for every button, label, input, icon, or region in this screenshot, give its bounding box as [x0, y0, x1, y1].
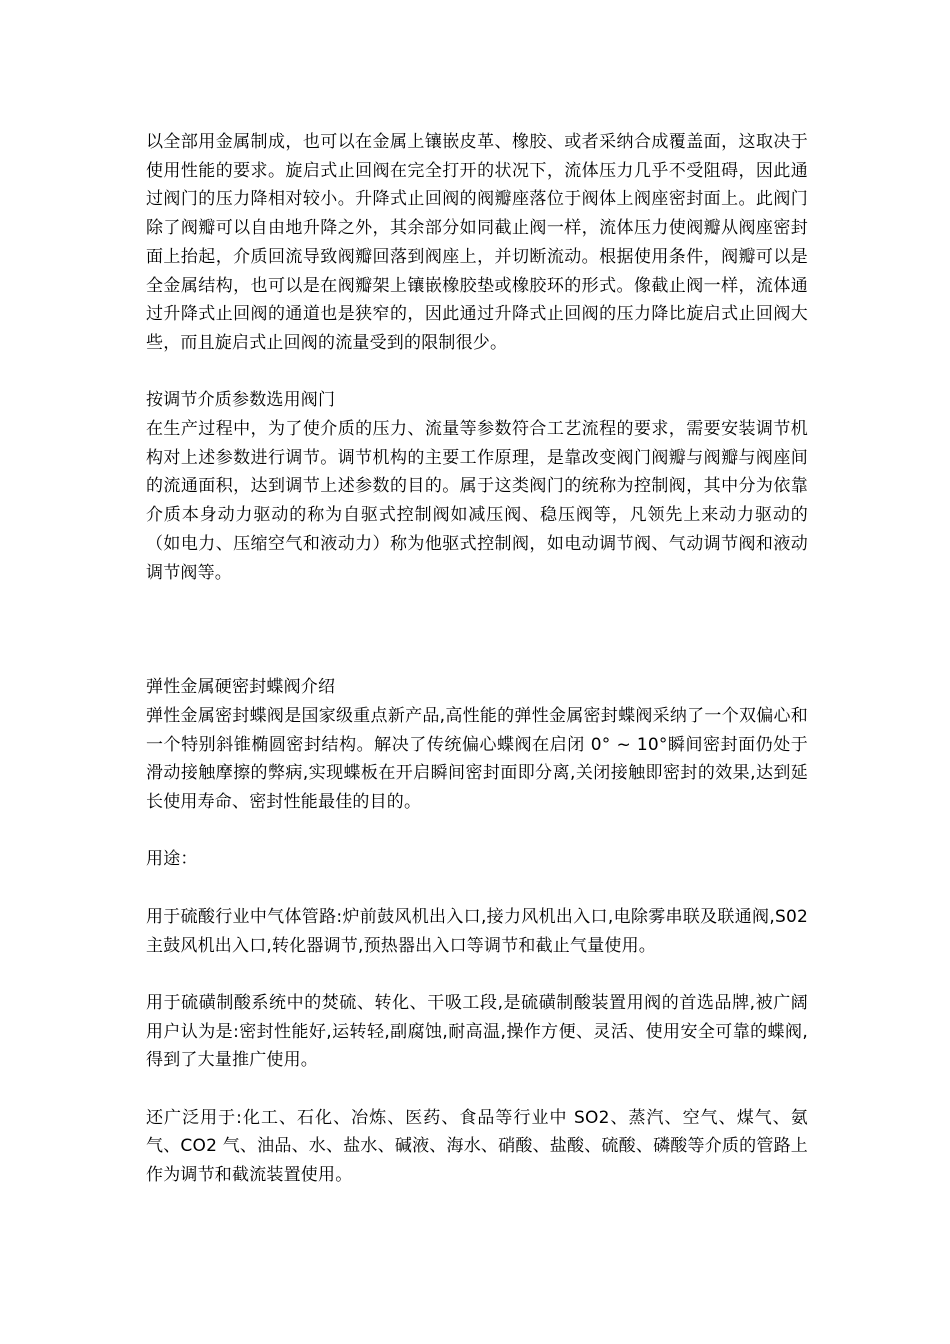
document-body	[146, 128, 808, 1190]
paragraph-usage-sulfuric-acid: 用于硫酸行业中气体管路:炉前鼓风机出入口,接力风机出入口,电除雾串联及联通阀,S02 主鼓风机出入口,转化器调节,预热器出入口等调节和截止气量使用。	[146, 906, 808, 956]
section-heading-regulating-valves: 按调节介质参数选用阀门	[146, 390, 336, 411]
paragraph-regulating-valves: 在生产过程中，为了使介质的压力、流量等参数符合工艺流程的要求，需要安装调节机构对上述参数进行调节。调节机构的主要工作原理，是靠改变阀门阀瓣与阀瓣与阀座间的流通面积，达到调节上述参数的目的。属于这类阀门的统称为控制阀，其中分为依靠介质本身动力驱动的称为自驱式控制阀如减压阀、稳压阀等，凡领先上来动力驱动的（如电力、压缩空气和液动力）称为他驱式控制阀，如电动调节阀、气动调节阀和液动调节阀等。	[146, 419, 808, 583]
paragraph-usage-industries: 还广泛用于:化工、石化、冶炼、医药、食品等行业中 SO2、蒸汽、空气、煤气、氨气、CO2 气、油品、水、盐水、碱液、海水、硝酸、盐酸、硫酸、磷酸等介质的管路上作为调节和截流装置使用。	[146, 1107, 808, 1186]
spacer	[146, 587, 808, 673]
paragraph-check-valve: 以全部用金属制成，也可以在金属上镶嵌皮革、橡胶、或者采纳合成覆盖面，这取决于使用性能的要求。旋启式止回阀在完全打开的状况下，流体压力几乎不受阻碍，因此通过阀门的压力降相对较小。升降式止回阀的阀瓣座落位于阀体上阀座密封面上。此阀门除了阀瓣可以自由地升降之外，其余部分如同截止阀一样，流体压力使阀瓣从阀座密封面上抬起，介质回流导致阀瓣回落到阀座上，并切断流动。根据使用条件，阀瓣可以是全金属结构，也可以是在阀瓣架上镶嵌橡胶垫或橡胶环的形式。像截止阀一样，流体通过升降式止回阀的通道也是狭窄的，因此通过升降式止回阀的压力降比旋启式止回阀大些，而且旋启式止回阀的流量受到的限制很少。	[146, 132, 808, 353]
spacer	[146, 874, 808, 903]
paragraph-usage-sulfur-acid-system: 用于硫磺制酸系统中的焚硫、转化、干吸工段,是硫磺制酸装置用阀的首选品牌,被广阔用户认为是:密封性能好,运转轻,副腐蚀,耐高温,操作方便、灵活、使用安全可靠的蝶阀,得到了大量推广使用。	[146, 992, 808, 1071]
spacer	[146, 817, 808, 846]
section-heading-usage: 用途：	[146, 849, 198, 870]
spacer	[146, 1075, 808, 1104]
section-heading-butterfly-valve: 弹性金属硬密封蝶阀介绍	[146, 677, 336, 698]
spacer	[146, 960, 808, 989]
spacer	[146, 358, 808, 387]
paragraph-butterfly-valve: 弹性金属密封蝶阀是国家级重点新产品,高性能的弹性金属密封蝶阀采纳了一个双偏心和一个特别斜锥椭圆密封结构。解决了传统偏心蝶阀在启闭 0° ~ 10°瞬间密封面仍处于滑动接触摩擦的弊病,实现蝶板在开启瞬间密封面即分离,关闭接触即密封的效果,达到延长使用寿命、密封性能最佳的目的。	[146, 705, 808, 813]
